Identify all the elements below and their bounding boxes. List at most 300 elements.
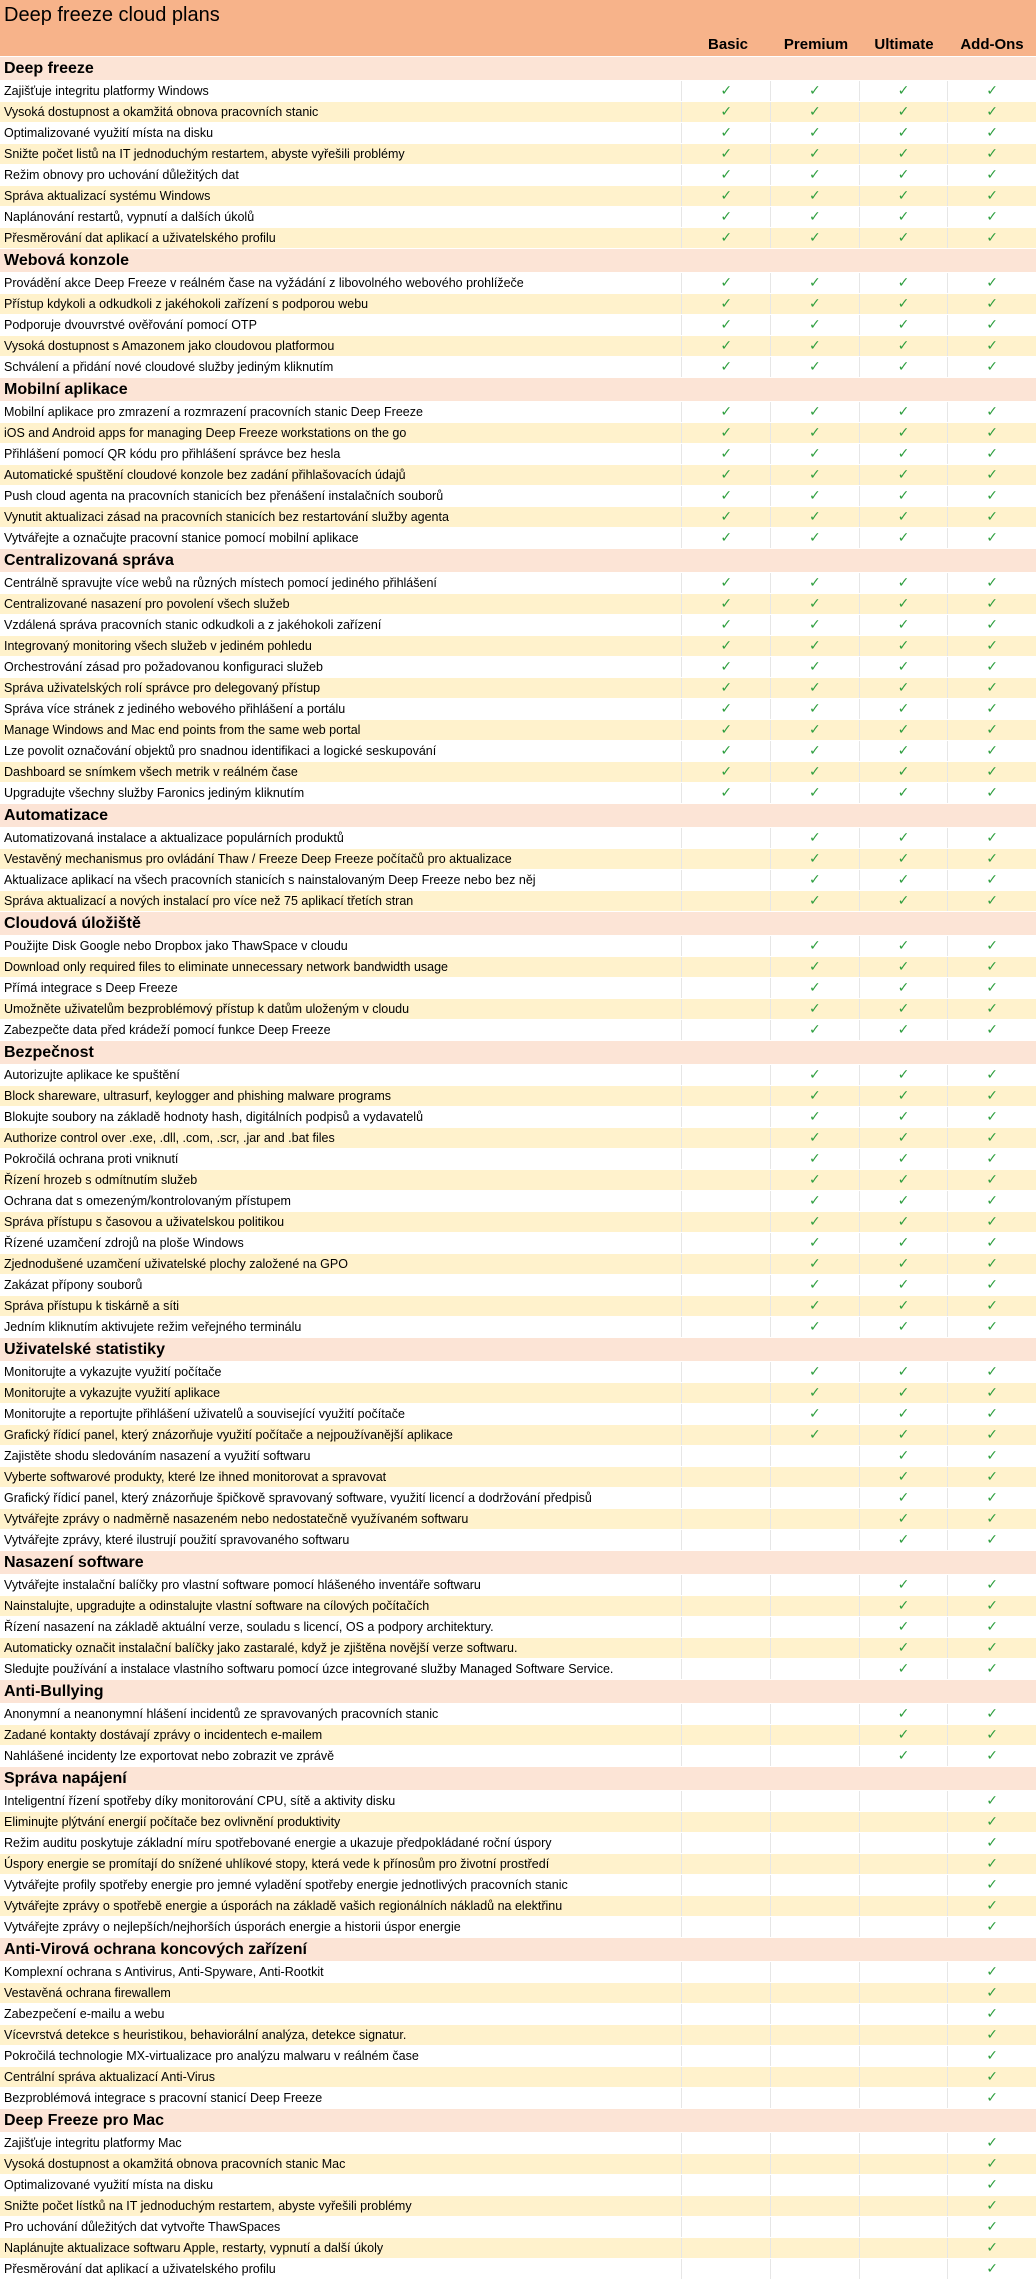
cell-premium [770,1446,859,1466]
cell-basic [681,1275,770,1295]
cell-ultimate [859,444,948,464]
cell-ultimate [859,657,948,677]
cell-basic [681,2259,770,2279]
check-icon: ✓ [897,1256,910,1272]
cell-premium [770,1254,859,1274]
table-row [0,869,1036,890]
feature-label: Aktualizace aplikací na všech pracovních stanicích s nainstalovaným Deep Freeze nebo bez něj [4,873,536,887]
cell-premium [770,957,859,977]
cell-ultimate [859,165,948,185]
table-row [0,827,1036,848]
check-icon: ✓ [720,575,733,591]
cell-premium [770,1362,859,1382]
cell-addons [947,2025,1036,2045]
feature-label: Centrálně spravujte více webů na různých místech pomocí jediného přihlášení [4,576,437,590]
check-icon: ✓ [897,1319,910,1335]
feature-label: Přihlášení pomocí QR kódu pro přihlášení správce bez hesla [4,447,341,461]
table-row [0,1790,1036,1811]
cell-premium [770,2154,859,2174]
check-icon: ✓ [897,104,910,120]
feature-label: Zajišťuje integritu platformy Mac [4,2136,182,2150]
feature-label: Jedním kliknutím aktivujete režim veřejného terminálu [4,1320,302,1334]
table-row [0,185,1036,206]
check-icon: ✓ [986,1532,999,1548]
page-title: Deep freeze cloud plans [4,4,220,26]
cell-ultimate [859,849,948,869]
cell-ultimate [859,1812,948,1832]
check-icon: ✓ [986,722,999,738]
check-icon: ✓ [808,1406,821,1422]
cell-addons [947,1509,1036,1529]
check-icon: ✓ [720,404,733,420]
cell-premium [770,2259,859,2279]
cell-addons [947,1128,1036,1148]
cell-premium [770,936,859,956]
cell-ultimate [859,1254,948,1274]
check-icon: ✓ [986,2090,999,2106]
feature-label: Vysoká dostupnost a okamžitá obnova pracovních stanic [4,105,319,119]
feature-label: Zadané kontakty dostávají zprávy o incidentech e-mailem [4,1728,323,1742]
cell-addons [947,486,1036,506]
cell-ultimate [859,486,948,506]
table-row [0,2153,1036,2174]
check-icon: ✓ [808,893,821,909]
cell-premium [770,1617,859,1637]
table-row [0,2087,1036,2108]
cell-premium [770,2046,859,2066]
check-icon: ✓ [986,104,999,120]
cell-premium [770,1962,859,1982]
cell-premium [770,273,859,293]
cell-premium [770,528,859,548]
cell-basic [681,1107,770,1127]
check-icon: ✓ [808,467,821,483]
feature-label: Použijte Disk Google nebo Dropbox jako ThawSpace v cloudu [4,939,348,953]
check-icon: ✓ [720,488,733,504]
cell-basic [681,1617,770,1637]
cell-basic [681,1020,770,1040]
cell-basic [681,1917,770,1937]
check-icon: ✓ [808,617,821,633]
section-header [0,1679,1036,1703]
check-icon: ✓ [897,488,910,504]
check-icon: ✓ [808,275,821,291]
table-row [0,2258,1036,2279]
check-icon: ✓ [808,959,821,975]
cell-addons [947,2154,1036,2174]
feature-label: Naplánujte aktualizace softwaru Apple, restarty, vypnutí a další úkoly [4,2241,384,2255]
table-row [0,206,1036,227]
cell-premium [770,1704,859,1724]
cell-basic [681,144,770,164]
check-icon: ✓ [808,1256,821,1272]
check-icon: ✓ [808,1001,821,1017]
cell-ultimate [859,615,948,635]
table-row [0,1466,1036,1487]
check-icon: ✓ [808,1130,821,1146]
feature-label: Zabezpečení e-mailu a webu [4,2007,165,2021]
cell-premium [770,1020,859,1040]
feature-label: Orchestrování zásad pro požadovanou konfiguraci služeb [4,660,323,674]
check-icon: ✓ [808,125,821,141]
cell-basic [681,465,770,485]
check-icon: ✓ [986,2198,999,2214]
cell-ultimate [859,2217,948,2237]
feature-label: Zabezpečte data před krádeží pomocí funkce Deep Freeze [4,1023,331,1037]
cell-basic [681,1833,770,1853]
cell-ultimate [859,936,948,956]
cell-addons [947,1833,1036,1853]
cell-addons [947,165,1036,185]
cell-basic [681,1983,770,2003]
feature-label: Schválení a přidání nové cloudové služby jediným kliknutím [4,360,334,374]
cell-addons [947,2238,1036,2258]
feature-label: Vytvářejte instalační balíčky pro vlastní software pomocí hlášeného inventáře softwaru [4,1578,481,1592]
feature-label: Automatizovaná instalace a aktualizace populárních produktů [4,831,344,845]
cell-premium [770,1746,859,1766]
check-icon: ✓ [897,764,910,780]
check-icon: ✓ [897,296,910,312]
cell-basic [681,336,770,356]
check-icon: ✓ [986,2135,999,2151]
cell-addons [947,423,1036,443]
cell-basic [681,720,770,740]
cell-premium [770,1854,859,1874]
check-icon: ✓ [897,785,910,801]
cell-basic [681,699,770,719]
cell-basic [681,81,770,101]
table-row [0,956,1036,977]
check-icon: ✓ [897,1406,910,1422]
check-icon: ✓ [897,1364,910,1380]
cell-ultimate [859,741,948,761]
table-row [0,848,1036,869]
table-row [0,1595,1036,1616]
check-icon: ✓ [808,509,821,525]
column-header-ultimate: Ultimate [874,36,934,53]
check-icon: ✓ [986,1193,999,1209]
cell-basic [681,1065,770,1085]
cell-basic [681,1149,770,1169]
cell-premium [770,1383,859,1403]
section-title: Nasazení software [4,1553,144,1571]
cell-addons [947,144,1036,164]
cell-ultimate [859,2004,948,2024]
cell-basic [681,849,770,869]
table-row [0,314,1036,335]
feature-label: Eliminujte plýtvání energií počítače bez ovlivnění produktivity [4,1815,341,1829]
cell-basic [681,357,770,377]
table-row [0,1148,1036,1169]
cell-addons [947,444,1036,464]
cell-premium [770,1509,859,1529]
column-header-premium: Premium [783,36,849,53]
feature-label: Monitorujte a vykazujte využití aplikace [4,1386,221,1400]
feature-label: Ochrana dat s omezeným/kontrolovaným přístupem [4,1194,291,1208]
section-title: Cloudová úložiště [4,914,141,932]
table-row [0,1169,1036,1190]
table-row [0,2066,1036,2087]
cell-premium [770,1191,859,1211]
cell-premium [770,978,859,998]
cell-addons [947,1170,1036,1190]
check-icon: ✓ [808,680,821,696]
cell-addons [947,465,1036,485]
feature-label: Integrovaný monitoring všech služeb v jediném pohledu [4,639,312,653]
check-icon: ✓ [897,1448,910,1464]
feature-label: Správa přístupu s časovou a uživatelskou politikou [4,1215,285,1229]
check-icon: ✓ [808,938,821,954]
check-icon: ✓ [897,830,910,846]
cell-addons [947,783,1036,803]
check-icon: ✓ [986,638,999,654]
cell-ultimate [859,699,948,719]
cell-premium [770,1791,859,1811]
cell-premium [770,2067,859,2087]
feature-label: Zjednodušené uzamčení uživatelské plochy založené na GPO [4,1257,348,1271]
cell-premium [770,315,859,335]
check-icon: ✓ [720,659,733,675]
section-title: Uživatelské statistiky [4,1340,165,1358]
cell-basic [681,2004,770,2024]
cell-addons [947,1317,1036,1337]
cell-addons [947,1383,1036,1403]
cell-premium [770,615,859,635]
check-icon: ✓ [897,1619,910,1635]
cell-addons [947,81,1036,101]
check-icon: ✓ [986,830,999,846]
cell-basic [681,1962,770,1982]
check-icon: ✓ [986,488,999,504]
check-icon: ✓ [808,188,821,204]
check-icon: ✓ [720,467,733,483]
check-icon: ✓ [808,764,821,780]
cell-basic [681,486,770,506]
cell-premium [770,1233,859,1253]
cell-ultimate [859,573,948,593]
cell-ultimate [859,2067,948,2087]
cell-ultimate [859,1383,948,1403]
check-icon: ✓ [808,1067,821,1083]
feature-label: Pro uchování důležitých dat vytvořte ThawSpaces [4,2220,281,2234]
check-icon: ✓ [808,1151,821,1167]
cell-premium [770,828,859,848]
cell-ultimate [859,1530,948,1550]
table-row [0,506,1036,527]
feature-label: Provádění akce Deep Freeze v reálném čase na vyžádání z libovolného webového prohlížeče [4,276,524,290]
check-icon: ✓ [986,275,999,291]
cell-addons [947,657,1036,677]
cell-ultimate [859,1425,948,1445]
cell-addons [947,594,1036,614]
check-icon: ✓ [986,1277,999,1293]
check-icon: ✓ [720,359,733,375]
cell-basic [681,1896,770,1916]
check-icon: ✓ [986,851,999,867]
feature-label: Úspory energie se promítají do snížené uhlíkové stopy, která vede k přínosům pro životní prostředí [4,1857,550,1871]
cell-ultimate [859,2025,948,2045]
cell-premium [770,507,859,527]
check-icon: ✓ [720,125,733,141]
cell-addons [947,1296,1036,1316]
cell-premium [770,357,859,377]
feature-label: Pokročilá ochrana proti vniknutí [4,1152,179,1166]
feature-label: Vyberte softwarové produkty, které lze ihned monitorovat a spravovat [4,1470,387,1484]
check-icon: ✓ [986,1151,999,1167]
cell-premium [770,123,859,143]
cell-basic [681,1746,770,1766]
check-icon: ✓ [986,2240,999,2256]
table-row [0,761,1036,782]
check-icon: ✓ [986,893,999,909]
cell-ultimate [859,1488,948,1508]
check-icon: ✓ [986,125,999,141]
cell-addons [947,1107,1036,1127]
table-row [0,1085,1036,1106]
cell-ultimate [859,2046,948,2066]
check-icon: ✓ [986,1640,999,1656]
check-icon: ✓ [986,764,999,780]
check-icon: ✓ [986,1748,999,1764]
cell-ultimate [859,294,948,314]
cell-premium [770,2238,859,2258]
section-header [0,803,1036,827]
cell-addons [947,402,1036,422]
cell-basic [681,228,770,248]
check-icon: ✓ [897,1598,910,1614]
table-row [0,1916,1036,1937]
cell-premium [770,1107,859,1127]
check-icon: ✓ [986,1511,999,1527]
cell-ultimate [859,1128,948,1148]
feature-label: Vytvářejte zprávy o spotřebě energie a úsporách na základě vašich regionálních nákladů na elektřinu [4,1899,563,1913]
cell-basic [681,1446,770,1466]
cell-basic [681,2154,770,2174]
check-icon: ✓ [986,1298,999,1314]
feature-label: Push cloud agenta na pracovních stanicích bez přenášení instalačních souborů [4,489,444,503]
table-row [0,1487,1036,1508]
cell-addons [947,186,1036,206]
column-header-spacer [0,34,684,56]
cell-basic [681,444,770,464]
cell-basic [681,2175,770,2195]
cell-premium [770,1833,859,1853]
check-icon: ✓ [897,230,910,246]
cell-basic [681,573,770,593]
table-row [0,485,1036,506]
check-icon: ✓ [720,743,733,759]
section-header [0,548,1036,572]
cell-addons [947,1575,1036,1595]
cell-basic [681,207,770,227]
cell-premium [770,1896,859,1916]
check-icon: ✓ [986,338,999,354]
cell-premium [770,228,859,248]
table-row [0,443,1036,464]
cell-ultimate [859,1983,948,2003]
check-icon: ✓ [897,743,910,759]
cell-premium [770,144,859,164]
check-icon: ✓ [720,230,733,246]
cell-ultimate [859,357,948,377]
feature-label: Grafický řídicí panel, který znázorňuje špičkově spravovaný software, využití licencí a dodržování předpisů [4,1491,592,1505]
cell-addons [947,1212,1036,1232]
cell-ultimate [859,1638,948,1658]
cell-addons [947,1086,1036,1106]
check-icon: ✓ [986,785,999,801]
feature-label: Upgradujte všechny služby Faronics jediným kliknutím [4,786,305,800]
check-icon: ✓ [720,617,733,633]
cell-addons [947,828,1036,848]
feature-label: Centralizované nasazení pro povolení všech služeb [4,597,290,611]
check-icon: ✓ [986,575,999,591]
table-row [0,1982,1036,2003]
table-row [0,1574,1036,1595]
check-icon: ✓ [986,1067,999,1083]
feature-label: Správa více stránek z jediného webového přihlášení a portálu [4,702,346,716]
cell-basic [681,1425,770,1445]
check-icon: ✓ [897,1214,910,1230]
cell-basic [681,1854,770,1874]
table-row [0,935,1036,956]
cell-basic [681,102,770,122]
title-bar [0,0,1036,34]
cell-ultimate [859,102,948,122]
cell-addons [947,1425,1036,1445]
feature-label: Optimalizované využití místa na disku [4,2178,214,2192]
table-row [0,977,1036,998]
table-row [0,1127,1036,1148]
cell-addons [947,1275,1036,1295]
table-row [0,1403,1036,1424]
cell-addons [947,2217,1036,2237]
check-icon: ✓ [720,146,733,162]
cell-ultimate [859,336,948,356]
cell-ultimate [859,1446,948,1466]
check-icon: ✓ [986,701,999,717]
cell-addons [947,294,1036,314]
cell-premium [770,1725,859,1745]
cell-basic [681,1875,770,1895]
check-icon: ✓ [986,1109,999,1125]
cell-addons [947,357,1036,377]
feature-label: Vytvářejte zprávy o nejlepších/nejhorších úsporách energie a historii úspor energie [4,1920,461,1934]
check-icon: ✓ [986,83,999,99]
cell-premium [770,1875,859,1895]
check-icon: ✓ [986,2048,999,2064]
feature-label: Nainstalujte, upgradujte a odinstalujte vlastní software na cílových počítačích [4,1599,430,1613]
cell-basic [681,1638,770,1658]
cell-premium [770,81,859,101]
check-icon: ✓ [808,1277,821,1293]
cell-addons [947,1983,1036,2003]
cell-basic [681,507,770,527]
table-row [0,1424,1036,1445]
feature-label: Přímá integrace s Deep Freeze [4,981,178,995]
cell-basic [681,1191,770,1211]
cell-addons [947,336,1036,356]
feature-label: Vytvářejte profily spotřeby energie pro jemné vyladění spotřeby energie jednotlivých pracovních stanic [4,1878,568,1892]
cell-addons [947,1812,1036,1832]
cell-basic [681,1509,770,1529]
cell-premium [770,102,859,122]
table-row [0,1064,1036,1085]
check-icon: ✓ [897,404,910,420]
check-icon: ✓ [986,1898,999,1914]
check-icon: ✓ [808,83,821,99]
cell-premium [770,2133,859,2153]
feature-label: Správa aktualizací a nových instalací pro více než 75 aplikací třetích stran [4,894,414,908]
